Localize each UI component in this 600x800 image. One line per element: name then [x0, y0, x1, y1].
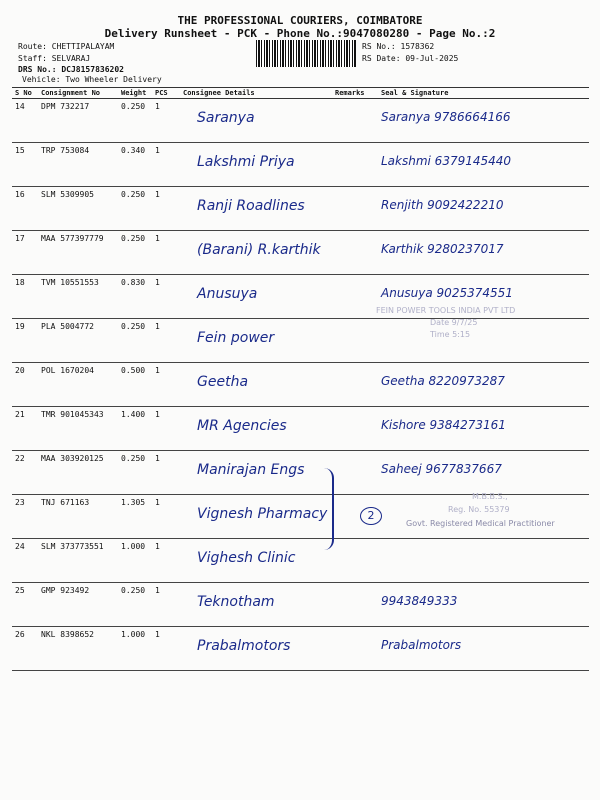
- row-consignee-cell: [180, 627, 332, 671]
- doctor-reg: Reg. No. 55379: [448, 505, 510, 514]
- col-consignment: Consignment No: [38, 88, 118, 99]
- row-pcs: 1: [152, 363, 180, 407]
- col-pcs: PCS: [152, 88, 180, 99]
- row-consignee-cell: [180, 231, 332, 275]
- row-consignment: DPM 732217: [38, 99, 118, 143]
- rs-number: RS No.: 1578362: [362, 42, 435, 51]
- row-remarks: [332, 627, 378, 671]
- row-weight: 0.830: [118, 275, 152, 319]
- row-signature: 9943849333: [381, 594, 458, 608]
- table-row: [12, 627, 589, 671]
- row-consignee-cell: [180, 539, 332, 583]
- company-title: THE PROFESSIONAL COURIERS, COIMBATORE: [177, 14, 423, 27]
- row-sno: 19: [12, 319, 38, 363]
- row-signature: Geetha 8220973287: [381, 374, 505, 388]
- row-sno: 21: [12, 407, 38, 451]
- row-weight: 0.250: [118, 451, 152, 495]
- row-sno: 17: [12, 231, 38, 275]
- row-weight: 0.250: [118, 583, 152, 627]
- row-remarks: [332, 363, 378, 407]
- row-signature: Anusuya 9025374551: [381, 286, 513, 300]
- row-pcs: 1: [152, 275, 180, 319]
- row-remarks: [332, 187, 378, 231]
- col-sno: S No: [12, 88, 38, 99]
- row-consignee: Fein power: [197, 330, 275, 346]
- row-consignee-cell: [180, 407, 332, 451]
- table-row: [12, 363, 589, 407]
- table-row: [12, 319, 589, 363]
- runsheet-subtitle: Delivery Runsheet - PCK - Phone No.:9047080280 - Page No.:2: [104, 27, 496, 40]
- row-sno: 26: [12, 627, 38, 671]
- row-weight: 1.305: [118, 495, 152, 539]
- table-row: [12, 99, 589, 143]
- company-stamp: FEIN POWER TOOLS INDIA PVT LTD: [376, 306, 516, 315]
- barcode: [256, 40, 356, 67]
- stamp-date: Date 9/7/25: [430, 318, 478, 327]
- row-consignee-cell: [180, 583, 332, 627]
- row-consignee: Anusuya: [197, 286, 258, 302]
- row-signature: Lakshmi 6379145440: [381, 154, 512, 168]
- row-consignee-cell: [180, 451, 332, 495]
- row-consignment: TVM 10551553: [38, 275, 118, 319]
- row-sno: 18: [12, 275, 38, 319]
- row-weight: 1.400: [118, 407, 152, 451]
- row-pcs: 1: [152, 539, 180, 583]
- row-consignee-cell: [180, 187, 332, 231]
- row-sno: 23: [12, 495, 38, 539]
- grouping-brace: [318, 468, 334, 550]
- row-consignee-cell: [180, 319, 332, 363]
- row-consignee-cell: [180, 495, 332, 539]
- row-weight: 0.250: [118, 231, 152, 275]
- row-weight: 0.250: [118, 187, 152, 231]
- row-sno: 14: [12, 99, 38, 143]
- table-row: [12, 539, 589, 583]
- row-remarks: [332, 583, 378, 627]
- row-sno: 25: [12, 583, 38, 627]
- row-signature: Saranya 9786664166: [381, 110, 511, 124]
- runsheet-table: [12, 87, 589, 671]
- row-sno: 15: [12, 143, 38, 187]
- row-consignment: GMP 923492: [38, 583, 118, 627]
- row-consignee-cell: [180, 275, 332, 319]
- col-weight: Weight: [118, 88, 152, 99]
- row-signature-cell: [378, 319, 589, 363]
- table-row: [12, 407, 589, 451]
- row-consignment: TRP 753084: [38, 143, 118, 187]
- row-consignee-cell: [180, 99, 332, 143]
- row-consignee-cell: [180, 143, 332, 187]
- row-pcs: 1: [152, 143, 180, 187]
- row-pcs: 1: [152, 231, 180, 275]
- row-consignee: Lakshmi Priya: [197, 154, 295, 170]
- row-pcs: 1: [152, 187, 180, 231]
- row-pcs: 1: [152, 495, 180, 539]
- vehicle-label: Vehicle: Two Wheeler Delivery: [22, 75, 162, 84]
- row-pcs: 1: [152, 627, 180, 671]
- row-weight: 1.000: [118, 627, 152, 671]
- row-pcs: 1: [152, 407, 180, 451]
- row-weight: 0.250: [118, 99, 152, 143]
- row-consignment: POL 1670204: [38, 363, 118, 407]
- col-signature: Seal & Signature: [378, 88, 589, 99]
- row-signature-cell: [378, 99, 589, 143]
- row-consignee: (Barani) R.karthik: [197, 242, 321, 258]
- row-signature: [381, 322, 586, 330]
- row-remarks: [332, 275, 378, 319]
- row-consignment: PLA 5004772: [38, 319, 118, 363]
- row-pcs: 1: [152, 319, 180, 363]
- col-consignee: Consignee Details: [180, 88, 332, 99]
- col-remarks: Remarks: [332, 88, 378, 99]
- row-signature-cell: [378, 539, 589, 583]
- drs-label: DRS No.: DCJ8157836202: [18, 65, 124, 74]
- row-consignee: Geetha: [197, 374, 249, 390]
- row-remarks: [332, 99, 378, 143]
- doctor-stamp: Govt. Registered Medical Practitioner: [406, 519, 555, 528]
- table-row: [12, 451, 589, 495]
- route-label: Route: CHETTIPALAYAM: [18, 42, 115, 51]
- row-signature: Kishore 9384273161: [381, 418, 506, 432]
- row-consignment: SLM 373773551: [38, 539, 118, 583]
- row-signature-cell: [378, 143, 589, 187]
- row-signature-cell: [378, 495, 589, 539]
- row-weight: 0.340: [118, 143, 152, 187]
- row-consignment: MAA 577397779: [38, 231, 118, 275]
- row-pcs: 1: [152, 99, 180, 143]
- row-signature-cell: [378, 187, 589, 231]
- row-weight: 0.500: [118, 363, 152, 407]
- row-remarks: [332, 319, 378, 363]
- grouping-count: 2: [360, 507, 382, 525]
- row-consignment: TMR 901045343: [38, 407, 118, 451]
- row-consignee: Vighesh Clinic: [197, 550, 296, 566]
- row-sno: 20: [12, 363, 38, 407]
- row-signature: Karthik 9280237017: [381, 242, 504, 256]
- table-row: [12, 143, 589, 187]
- row-consignee: Ranji Roadlines: [197, 198, 305, 214]
- row-signature-cell: [378, 231, 589, 275]
- table-row: [12, 495, 589, 539]
- row-signature-cell: [378, 451, 589, 495]
- row-remarks: [332, 407, 378, 451]
- row-signature-cell: [378, 627, 589, 671]
- row-pcs: 1: [152, 451, 180, 495]
- table-header: [12, 88, 589, 99]
- row-signature-cell: [378, 407, 589, 451]
- row-signature: Prabalmotors: [381, 638, 462, 652]
- row-consignment: TNJ 671163: [38, 495, 118, 539]
- row-consignee: Teknotham: [197, 594, 275, 610]
- row-pcs: 1: [152, 583, 180, 627]
- row-sno: 16: [12, 187, 38, 231]
- row-sno: 22: [12, 451, 38, 495]
- row-signature-cell: [378, 583, 589, 627]
- row-consignee: Manirajan Engs: [197, 462, 305, 478]
- table-row: [12, 231, 589, 275]
- row-signature: Renjith 9092422210: [381, 198, 504, 212]
- rs-date: RS Date: 09-Jul-2025: [362, 54, 459, 63]
- staff-label: Staff: SELVARAJ: [18, 54, 91, 63]
- row-signature-cell: [378, 363, 589, 407]
- table-row: [12, 187, 589, 231]
- row-consignment: SLM 5309905: [38, 187, 118, 231]
- row-consignment: NKL 8398652: [38, 627, 118, 671]
- row-remarks: [332, 231, 378, 275]
- row-weight: 1.000: [118, 539, 152, 583]
- row-signature: Saheej 9677837667: [381, 462, 502, 476]
- row-weight: 0.250: [118, 319, 152, 363]
- stamp-time: Time 5:15: [430, 330, 471, 339]
- table-row: [12, 583, 589, 627]
- row-sno: 24: [12, 539, 38, 583]
- row-consignee-cell: [180, 363, 332, 407]
- row-remarks: [332, 143, 378, 187]
- row-remarks: [332, 539, 378, 583]
- row-consignee: Vignesh Pharmacy: [197, 506, 328, 522]
- row-consignee: MR Agencies: [197, 418, 287, 434]
- row-consignment: MAA 303920125: [38, 451, 118, 495]
- row-consignee: Prabalmotors: [197, 638, 291, 654]
- row-remarks: [332, 451, 378, 495]
- row-consignee: Saranya: [197, 110, 255, 126]
- doctor-degree: M.B.B.S.,: [472, 492, 508, 501]
- row-signature: [381, 542, 586, 550]
